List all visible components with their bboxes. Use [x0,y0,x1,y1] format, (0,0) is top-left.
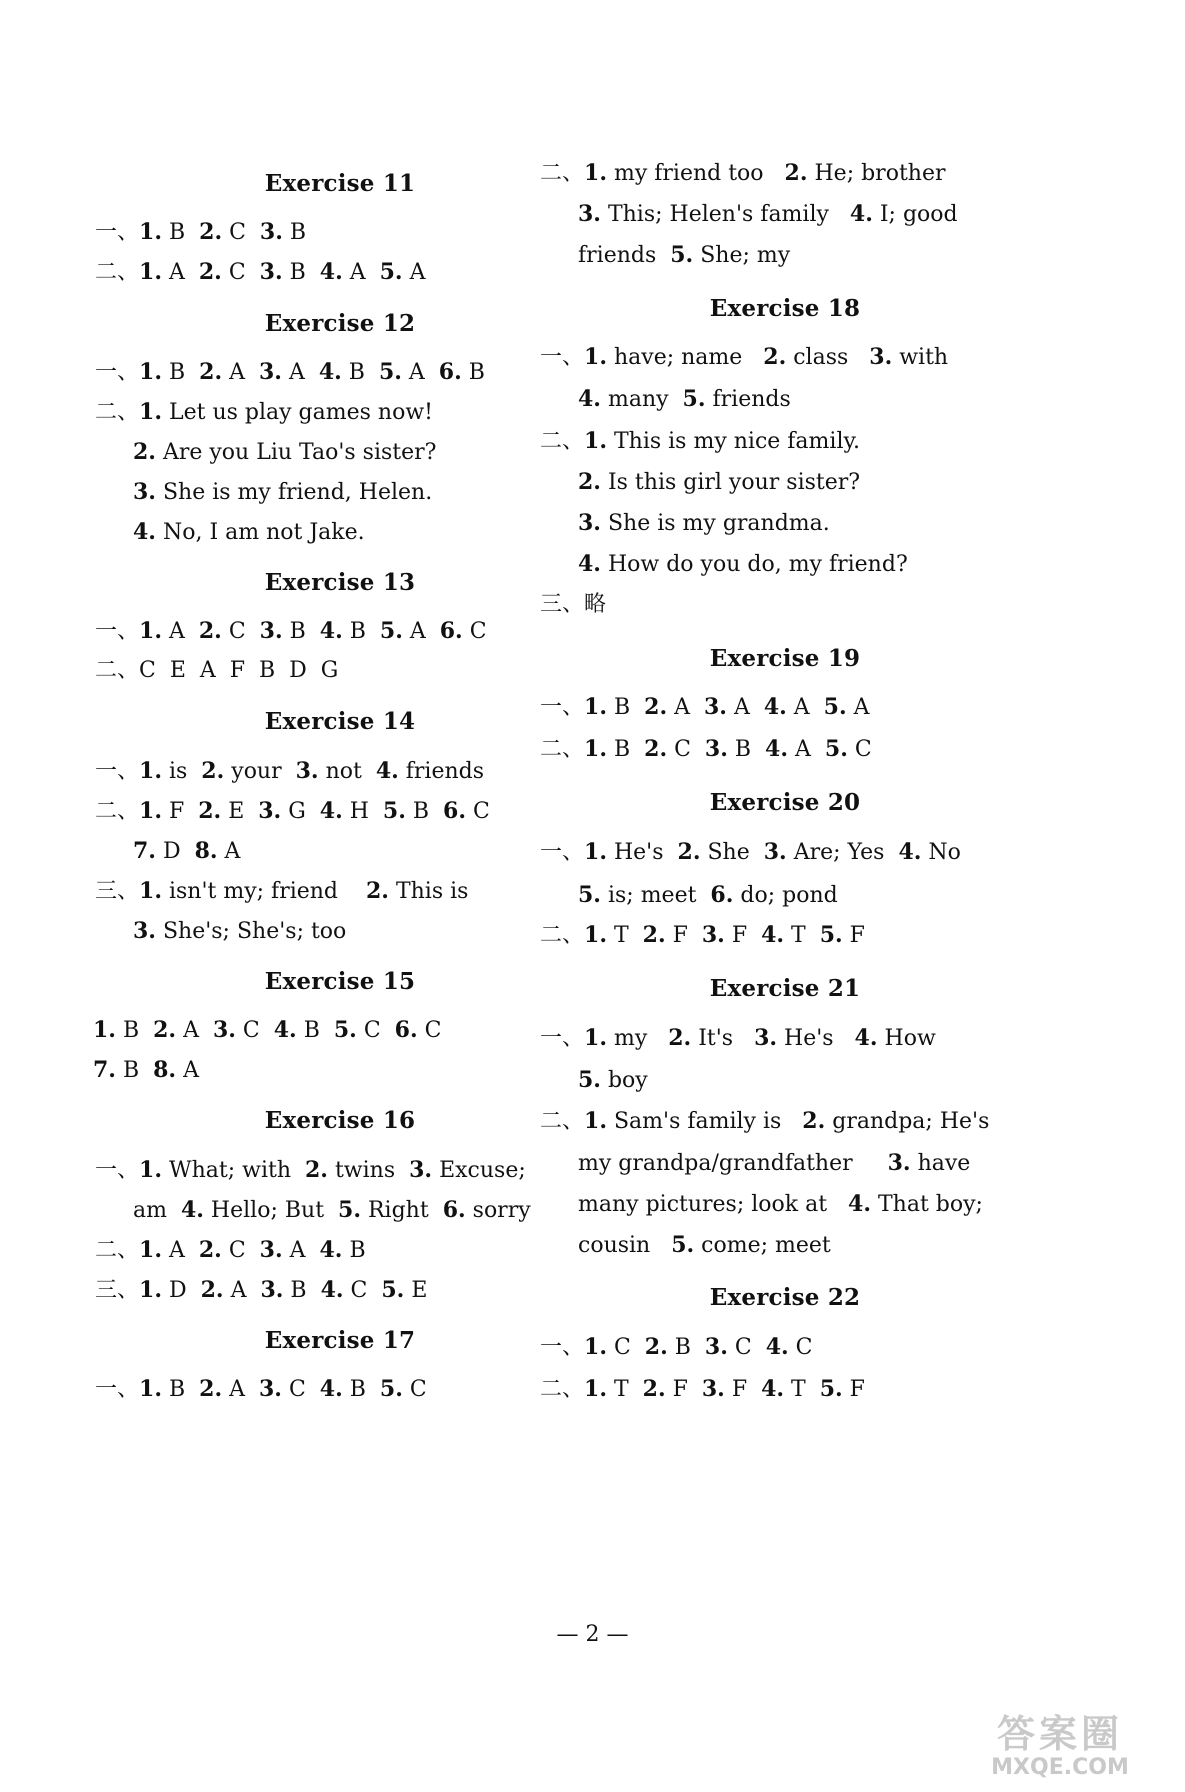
exercise-11-line-1: 一、1. B 2. C 3. B [95,219,307,245]
exercise-21-line-4: my grandpa/grandfather 3. have [578,1150,971,1176]
exercise-18-line-6: 4. How do you do, my friend? [578,551,908,577]
exercise-13-line-2: 二、C E A F B D G [95,658,339,683]
exercise-19-line-2: 二、1. B 2. C 3. B 4. A 5. C [540,736,872,762]
exercise-15-line-1: 1. B 2. A 3. C 4. B 5. C 6. C [93,1017,442,1043]
exercise-16-line-3: 二、1. A 2. C 3. A 4. B [95,1237,366,1263]
exercise-12-line-1: 一、1. B 2. A 3. A 4. B 5. A 6. B [95,359,485,385]
exercise-17-cont-line-2: 3. This; Helen's family 4. I; good [578,201,958,227]
exercise-17-title: Exercise 17 [264,1327,416,1354]
exercise-18-line-7: 三、略 [540,592,607,617]
exercise-12-line-3: 2. Are you Liu Tao's sister? [133,439,437,465]
exercise-15-title: Exercise 15 [264,968,416,995]
exercise-15-line-2: 7. B 8. A [93,1057,199,1083]
page-number: — 2 — [556,1622,629,1647]
exercise-22-title: Exercise 22 [709,1284,861,1311]
exercise-11-line-2: 二、1. A 2. C 3. B 4. A 5. A [95,259,426,285]
exercise-22-line-2: 二、1. T 2. F 3. F 4. T 5. F [540,1376,865,1402]
exercise-14-line-2: 二、1. F 2. E 3. G 4. H 5. B 6. C [95,798,490,824]
exercise-21-line-2: 5. boy [578,1067,648,1093]
exercise-12-line-2: 二、1. Let us play games now! [95,399,433,425]
exercise-18-line-5: 3. She is my grandma. [578,510,830,536]
exercise-22-line-1: 一、1. C 2. B 3. C 4. C [540,1334,813,1360]
exercise-14-line-5: 3. She's; She's; too [133,918,347,944]
exercise-20-title: Exercise 20 [709,789,861,816]
exercise-11-title: Exercise 11 [264,170,416,197]
left-column [93,0,580,1640]
exercise-12-line-5: 4. No, I am not Jake. [133,519,365,545]
exercise-21-line-5: many pictures; look at 4. That boy; [578,1191,983,1217]
exercise-20-line-2: 5. is; meet 6. do; pond [578,882,838,908]
exercise-14-line-3: 7. D 8. A [133,838,241,864]
exercise-18-title: Exercise 18 [709,295,861,322]
exercise-16-line-2: am 4. Hello; But 5. Right 6. sorry [133,1197,531,1223]
exercise-17-line-1: 一、1. B 2. A 3. C 4. B 5. C [95,1376,427,1402]
exercise-18-line-1: 一、1. have; name 2. class 3. with [540,344,949,370]
exercise-21-title: Exercise 21 [709,975,861,1002]
watermark-url: MXQE.COM [991,1755,1129,1780]
right-column [540,0,1085,1640]
exercise-21-line-1: 一、1. my 2. It's 3. He's 4. How [540,1025,936,1051]
watermark-logo [965,1712,1155,1784]
exercise-21-line-6: cousin 5. come; meet [578,1232,831,1258]
exercise-13-line-1: 一、1. A 2. C 3. B 4. B 5. A 6. C [95,618,487,644]
exercise-16-line-1: 一、1. What; with 2. twins 3. Excuse; [95,1157,526,1183]
exercise-19-line-1: 一、1. B 2. A 3. A 4. A 5. A [540,694,870,720]
exercise-16-line-4: 三、1. D 2. A 3. B 4. C 5. E [95,1277,428,1303]
watermark-main: 答案圈 [996,1712,1123,1756]
exercise-19-title: Exercise 19 [709,645,861,672]
exercise-17-cont-line-1: 二、1. my friend too 2. He; brother [540,160,946,186]
exercise-21-line-3: 二、1. Sam's family is 2. grandpa; He's [540,1108,990,1134]
exercise-14-line-4: 三、1. isn't my; friend 2. This is [95,878,469,904]
exercise-13-title: Exercise 13 [264,569,416,596]
exercise-17-cont-line-3: friends 5. She; my [578,242,791,268]
exercise-14-line-1: 一、1. is 2. your 3. not 4. friends [95,758,485,784]
exercise-18-line-4: 2. Is this girl your sister? [578,469,861,495]
exercise-18-line-3: 二、1. This is my nice family. [540,428,860,454]
exercise-16-title: Exercise 16 [264,1107,416,1134]
exercise-20-line-1: 一、1. He's 2. She 3. Are; Yes 4. No [540,839,961,865]
exercise-18-line-2: 4. many 5. friends [578,386,791,412]
exercise-14-title: Exercise 14 [264,708,416,735]
exercise-12-line-4: 3. She is my friend, Helen. [133,479,433,505]
exercise-12-title: Exercise 12 [264,310,416,337]
exercise-20-line-3: 二、1. T 2. F 3. F 4. T 5. F [540,922,865,948]
